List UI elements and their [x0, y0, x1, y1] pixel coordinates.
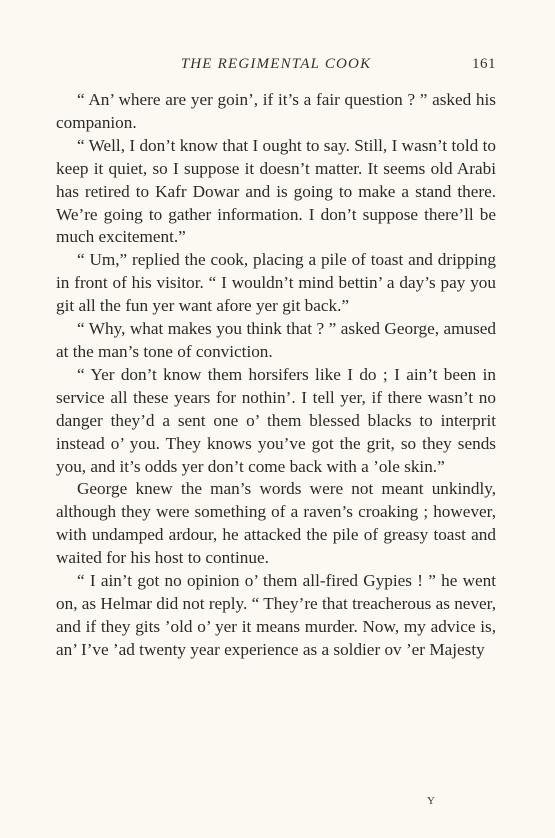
- running-title: THE REGIMENTAL COOK: [180, 56, 372, 72]
- paragraph: “ I ain’t got no opinion o’ them all-fired Gypies ! ” he went on, as Helmar did not reply. “ They’re that treacherous as never, and if they gits ’old o’ yer it means murder. Now, my advice is, an’ I’ve ’ad twenty year experience as a soldier ov ’er Majesty: [56, 571, 496, 659]
- paragraph: “ Um,” replied the cook, placing a pile of toast and dripping in front of his visitor. “ I wouldn’t mind bettin’ a day’s pay you git all the fun yer want afore yer git back.”: [56, 250, 496, 316]
- paragraph: George knew the man’s words were not meant unkindly, although they were something of a raven’s croaking ; however, with undamped ardour, he attacked the pile of greasy toast and waited for his host to continue.: [56, 479, 496, 568]
- paragraph: “ An’ where are yer goin’, if it’s a fair question ? ” asked his companion.: [56, 90, 496, 132]
- paragraph: “ Yer don’t know them horsifers like I do ; I ain’t been in service all these years for nothin’. I tell yer, if there wasn’t no danger they’d a sent one o’ them blessed blacks to interprit instead o’ you. They knows you’ve got the grit, so they sends you, and it’s odds yer don’t come back with a ’ole skin.”: [56, 364, 496, 476]
- page-number: 161: [472, 56, 496, 72]
- signature-mark: Y: [427, 795, 436, 807]
- paragraph: “ Well, I don’t know that I ought to say. Still, I wasn’t told to keep it quiet, so I suppose it doesn’t matter. It seems old Arabi has retired to Kafr Dowar and is going to make a stand there. We’re going to gather information. I don’t suppose there’ll be much excitement.”: [56, 135, 496, 247]
- running-header: [56, 56, 496, 80]
- body-text: [56, 89, 496, 662]
- paragraph: “ Why, what makes you think that ? ” asked George, amused at the man’s tone of conviction.: [56, 319, 496, 361]
